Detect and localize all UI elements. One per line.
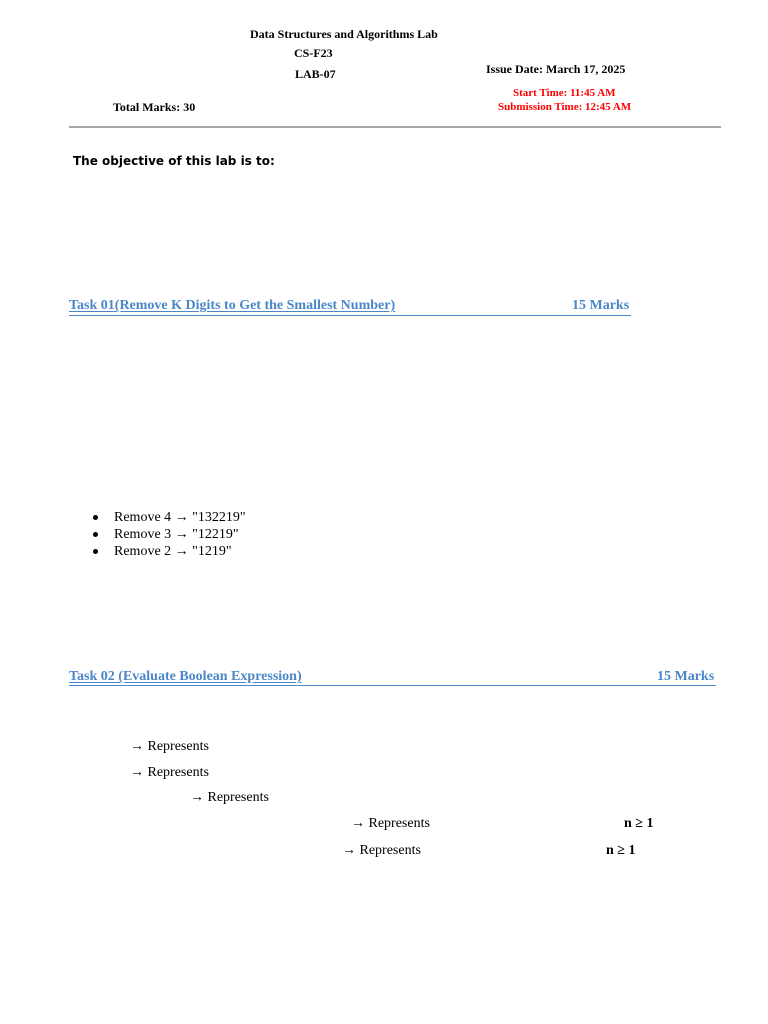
- task-01-steps-list: [92, 509, 246, 560]
- issue-date: Issue Date: March 17, 2025: [486, 62, 626, 76]
- start-time: Start Time: 11:45 AM: [513, 87, 616, 99]
- task-02-underline: [69, 685, 716, 686]
- total-marks: Total Marks: 30: [113, 100, 196, 114]
- submission-time: Submission Time: 12:45 AM: [498, 101, 632, 113]
- task-02-heading: [69, 669, 716, 685]
- rule-condition: n ≥ 1: [624, 816, 654, 831]
- task-01-underline: [69, 315, 631, 316]
- task-01-marks: 15 Marks: [572, 298, 630, 313]
- list-item: Remove 4 → "132219": [92, 509, 246, 526]
- lab-number: LAB-07: [295, 67, 336, 81]
- rule-line: → Represents: [342, 843, 421, 858]
- task-01-title: Task 01(Remove K Digits to Get the Smallest Number): [69, 298, 396, 313]
- task-01-heading: [69, 298, 631, 314]
- task-02-marks: 15 Marks: [657, 669, 715, 684]
- rule-line: → Represents: [130, 765, 209, 780]
- course-title: Data Structures and Algorithms Lab: [250, 27, 438, 41]
- list-item: Remove 3 → "12219": [92, 526, 246, 543]
- rule-line: → Represents: [190, 790, 269, 805]
- objective-heading: The objective of this lab is to:: [73, 154, 275, 168]
- rule-line: → Represents: [351, 816, 430, 831]
- task-02-title: Task 02 (Evaluate Boolean Expression): [69, 669, 302, 684]
- list-item: Remove 2 → "1219": [92, 543, 246, 560]
- header-divider: [69, 126, 721, 128]
- section-code: CS-F23: [294, 46, 333, 60]
- rule-line: → Represents: [130, 739, 209, 754]
- rule-condition: n ≥ 1: [606, 843, 636, 858]
